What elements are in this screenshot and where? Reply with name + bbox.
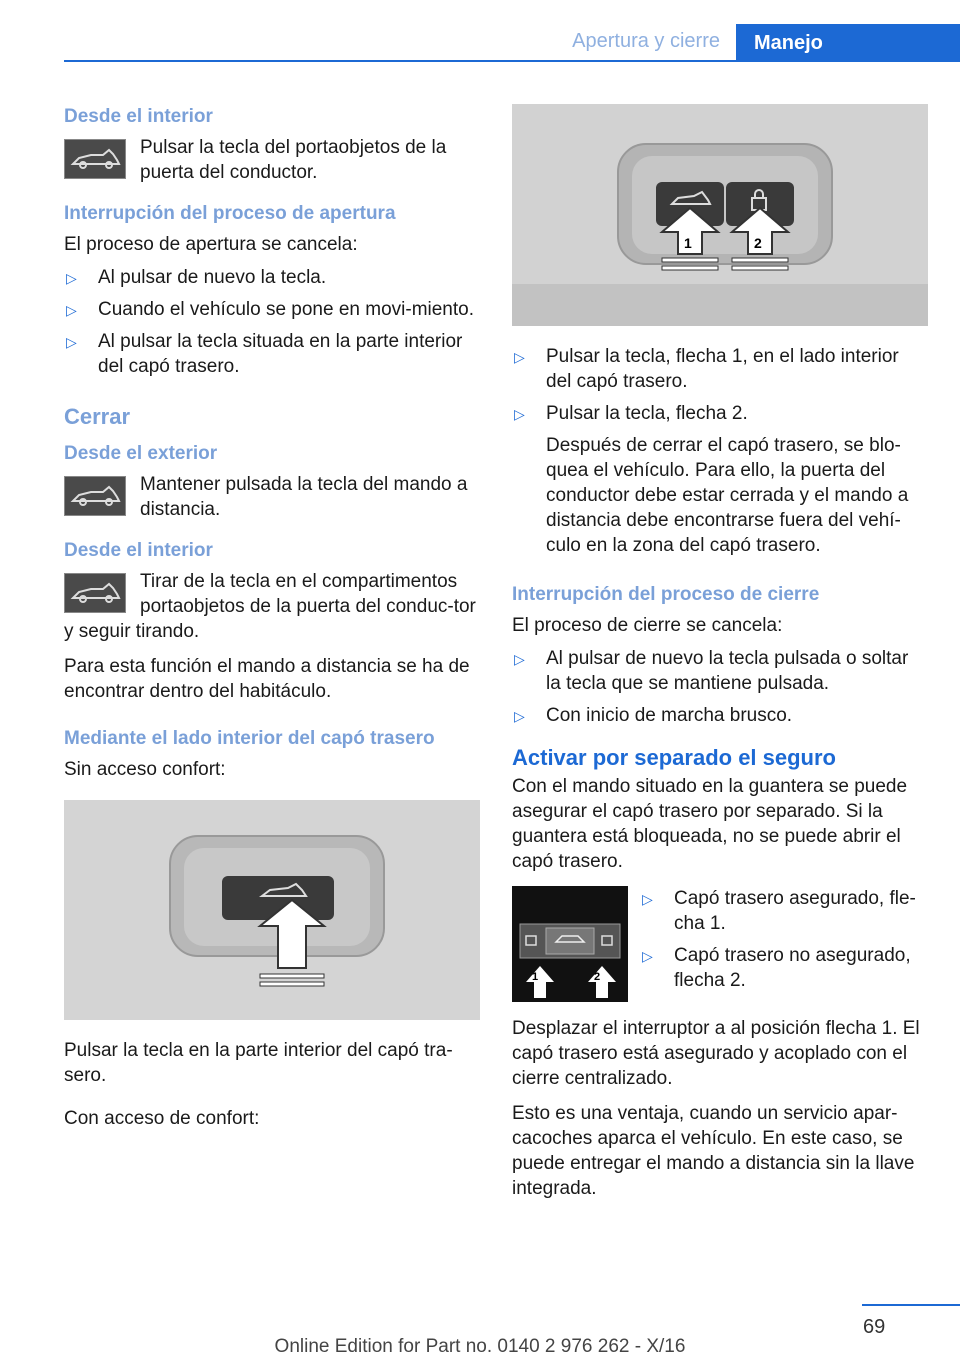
heading-activar-seguro: Activar por separado el seguro: [512, 745, 836, 770]
heading-desde-exterior: Desde el exterior: [64, 443, 218, 464]
list-item: ▷ Al pulsar de nuevo la tecla pulsada o soltar la tecla que se mantiene pulsada.: [514, 648, 909, 694]
text-sin-acceso: Sin acceso confort:: [64, 759, 226, 780]
triangle-bullet-icon: ▷: [514, 651, 525, 667]
switch-block: [512, 886, 928, 1002]
triangle-bullet-icon: ▷: [514, 708, 525, 724]
triangle-bullet-icon: ▷: [514, 406, 525, 422]
triangle-bullet-icon: ▷: [642, 948, 653, 964]
trunk-button-icon: [64, 139, 126, 179]
list-item: ▷ Al pulsar de nuevo la tecla.: [64, 265, 480, 290]
switch-arrow-2-label: 2: [594, 971, 601, 983]
header-section-title: Apertura y cierre: [572, 30, 720, 52]
text-pulsar-interior: Pulsar la tecla en la parte interior del capó tra‐sero.: [64, 1040, 453, 1086]
left-column: [64, 104, 480, 1145]
footer-line: [862, 1304, 960, 1306]
list-close-steps: [512, 344, 928, 426]
trunk-button-icon: [64, 476, 126, 516]
heading-desde-interior-2: Desde el interior: [64, 540, 213, 561]
page-number: 69: [863, 1316, 886, 1338]
text-ventaja: Esto es una ventaja, cuando un servicio apar‐cacoches aparca el vehículo. En este caso, se puede entregar el mando a distancia sin la llave integrada.: [512, 1103, 915, 1199]
list-cancel-conditions: [64, 265, 480, 379]
triangle-bullet-icon: ▷: [642, 891, 653, 907]
text-mando-guantera: Con el mando situado en la guantera se puede asegurar el capó trasero por separado. Si la guantera está bloqueada, no se puede abrir el capó trasero.: [512, 776, 908, 872]
arrow-1-label: 1: [684, 235, 692, 251]
text-con-acceso: Con acceso de confort:: [64, 1108, 260, 1129]
header-tab-manejo[interactable]: Manejo: [736, 24, 960, 62]
text-pulsar-tecla: Pulsar la tecla del portaobjetos de la puerta del conductor.: [140, 137, 447, 183]
switch-arrow-1-label: 1: [532, 971, 539, 983]
heading-mediante: Mediante el lado interior del capó trasero: [64, 728, 435, 749]
list-item: ▷ Pulsar la tecla, flecha 1, en el lado interior del capó trasero.: [514, 346, 899, 392]
list-item: ▷ Capó trasero asegurado, fle‐cha 1.: [642, 888, 916, 934]
list-switch-states: [640, 886, 928, 1000]
list-item: ▷ Pulsar la tecla, flecha 2.: [512, 401, 928, 426]
text-cierre-cancela: El proceso de cierre se cancela:: [512, 615, 783, 636]
icon-paragraph: [64, 472, 480, 522]
heading-desde-interior: Desde el interior: [64, 106, 213, 127]
triangle-bullet-icon: ▷: [66, 334, 77, 350]
triangle-bullet-icon: ▷: [514, 349, 525, 365]
footer-edition: Online Edition for Part no. 0140 2 976 262 - X/16: [274, 1336, 686, 1357]
list-item: ▷ Capó trasero no asegurado, flecha 2.: [642, 945, 911, 991]
trunk-two-buttons-photo: [512, 104, 928, 326]
text-despues: Después de cerrar el capó trasero, se blo‐quea el vehículo. Para ello, la puerta del conductor debe estar cerrada y el mando a distancia debe encontrarse fuera del vehí‐culo en la zona del capó trasero.: [546, 435, 909, 556]
heading-interrupcion-cierre: Interrupción del proceso de cierre: [512, 584, 820, 605]
text-funcion: Para esta función el mando a distancia se ha de encontrar dentro del habitáculo.: [64, 656, 470, 702]
trunk-button-photo: [64, 800, 480, 1020]
heading-cerrar: Cerrar: [64, 404, 131, 429]
text-apertura-cancela: El proceso de apertura se cancela:: [64, 234, 358, 255]
glovebox-switch-photo: [512, 886, 628, 1002]
list-item: ▷ Con inicio de marcha brusco.: [512, 703, 928, 728]
text-mantener: Mantener pulsada la tecla del mando a distancia.: [140, 474, 468, 520]
icon-paragraph: [64, 135, 480, 185]
icon-paragraph: [64, 569, 480, 644]
list-close-cancel: [512, 646, 928, 728]
list-item: ▷ Cuando el vehículo se pone en movi‐miento.: [64, 297, 480, 322]
triangle-bullet-icon: ▷: [66, 270, 77, 286]
heading-interrupcion-apertura: Interrupción del proceso de apertura: [64, 203, 396, 224]
text-desplazar: Desplazar el interruptor a al posición flecha 1. El capó trasero está asegurado y acoplado con el cierre centralizado.: [512, 1018, 920, 1089]
list-item: ▷ Al pulsar la tecla situada en la parte interior del capó trasero.: [66, 331, 463, 377]
trunk-button-icon: [64, 573, 126, 613]
text-tirar: Tirar de la tecla en el compartimentos portaobjetos de la puerta del conduc‐tor y seguir tirando.: [64, 571, 476, 642]
right-column: [512, 104, 928, 1215]
triangle-bullet-icon: ▷: [66, 302, 77, 318]
arrow-2-label: 2: [754, 235, 762, 251]
